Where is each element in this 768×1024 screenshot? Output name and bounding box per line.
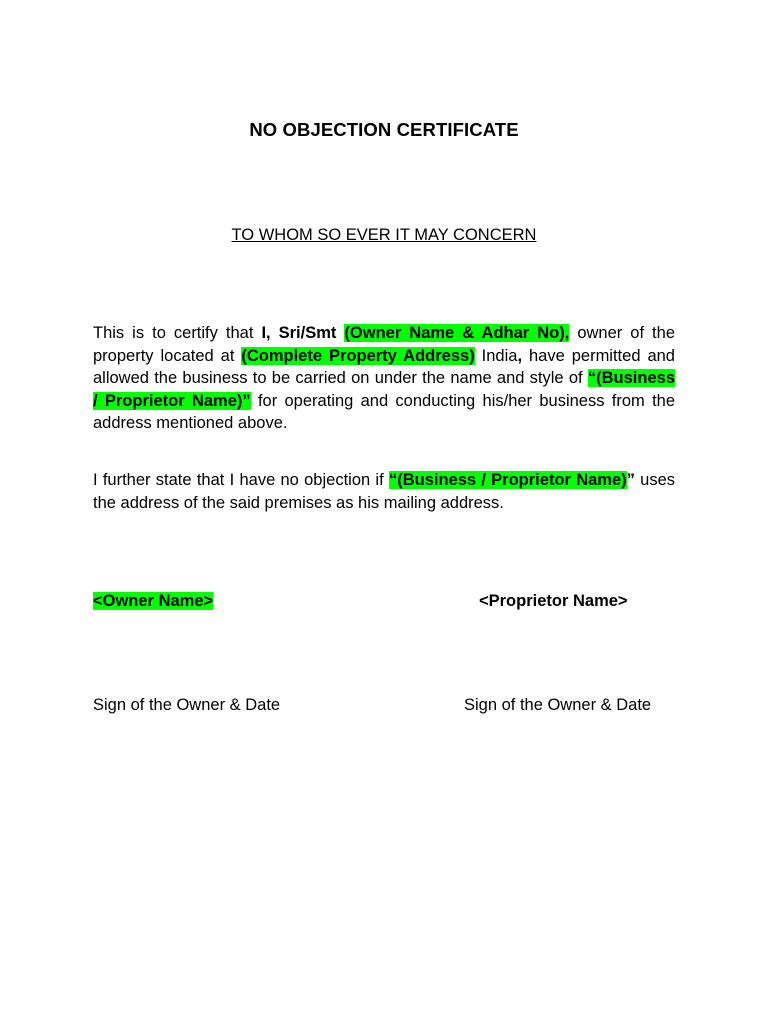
proprietor-name-signature: <Proprietor Name> [479, 592, 628, 610]
para1-text-2: owner of the property located at [93, 324, 675, 365]
property-address-placeholder: (Complete Property Address) [241, 346, 475, 365]
business-name-placeholder: “(Business / Proprietor Name)” [93, 369, 675, 410]
para1-comma: , [517, 346, 523, 365]
para2-close-quote: ” [626, 471, 635, 489]
para1-owner-prefix: I, Sri/Smt [261, 324, 337, 342]
proprietor-sign-line: Sign of the Owner & Date [464, 696, 652, 714]
owner-sign-line: Sign of the Owner & Date [93, 696, 281, 714]
no-objection-paragraph [93, 469, 675, 514]
owner-name-signature [93, 592, 213, 611]
salutation-text: TO WHOM SO EVER IT MAY CONCERN [231, 226, 537, 244]
para2-text-2: uses the address of the said premises as his mailing address. [93, 471, 676, 512]
certification-paragraph [93, 322, 675, 435]
para1-text-5: for operating and conducting his/her business from the address mentioned above. [93, 391, 676, 432]
salutation-line [0, 226, 768, 245]
para1-text-4: have permitted and allowed the business to be carried on under the name and style of [93, 346, 675, 387]
para1-text-1: This is to certify that [93, 324, 262, 342]
business-name-placeholder-2: “(Business / Proprietor Name) [388, 471, 627, 489]
para1-text-3: India [474, 346, 518, 365]
owner-name-placeholder: (Owner Name & Adhar No), [344, 324, 570, 342]
para2-text-1: I further state that I have no objection if [93, 471, 389, 489]
document-title: NO OBJECTION CERTIFICATE [249, 119, 519, 140]
owner-name-placeholder-sig: <Owner Name> [93, 592, 214, 610]
